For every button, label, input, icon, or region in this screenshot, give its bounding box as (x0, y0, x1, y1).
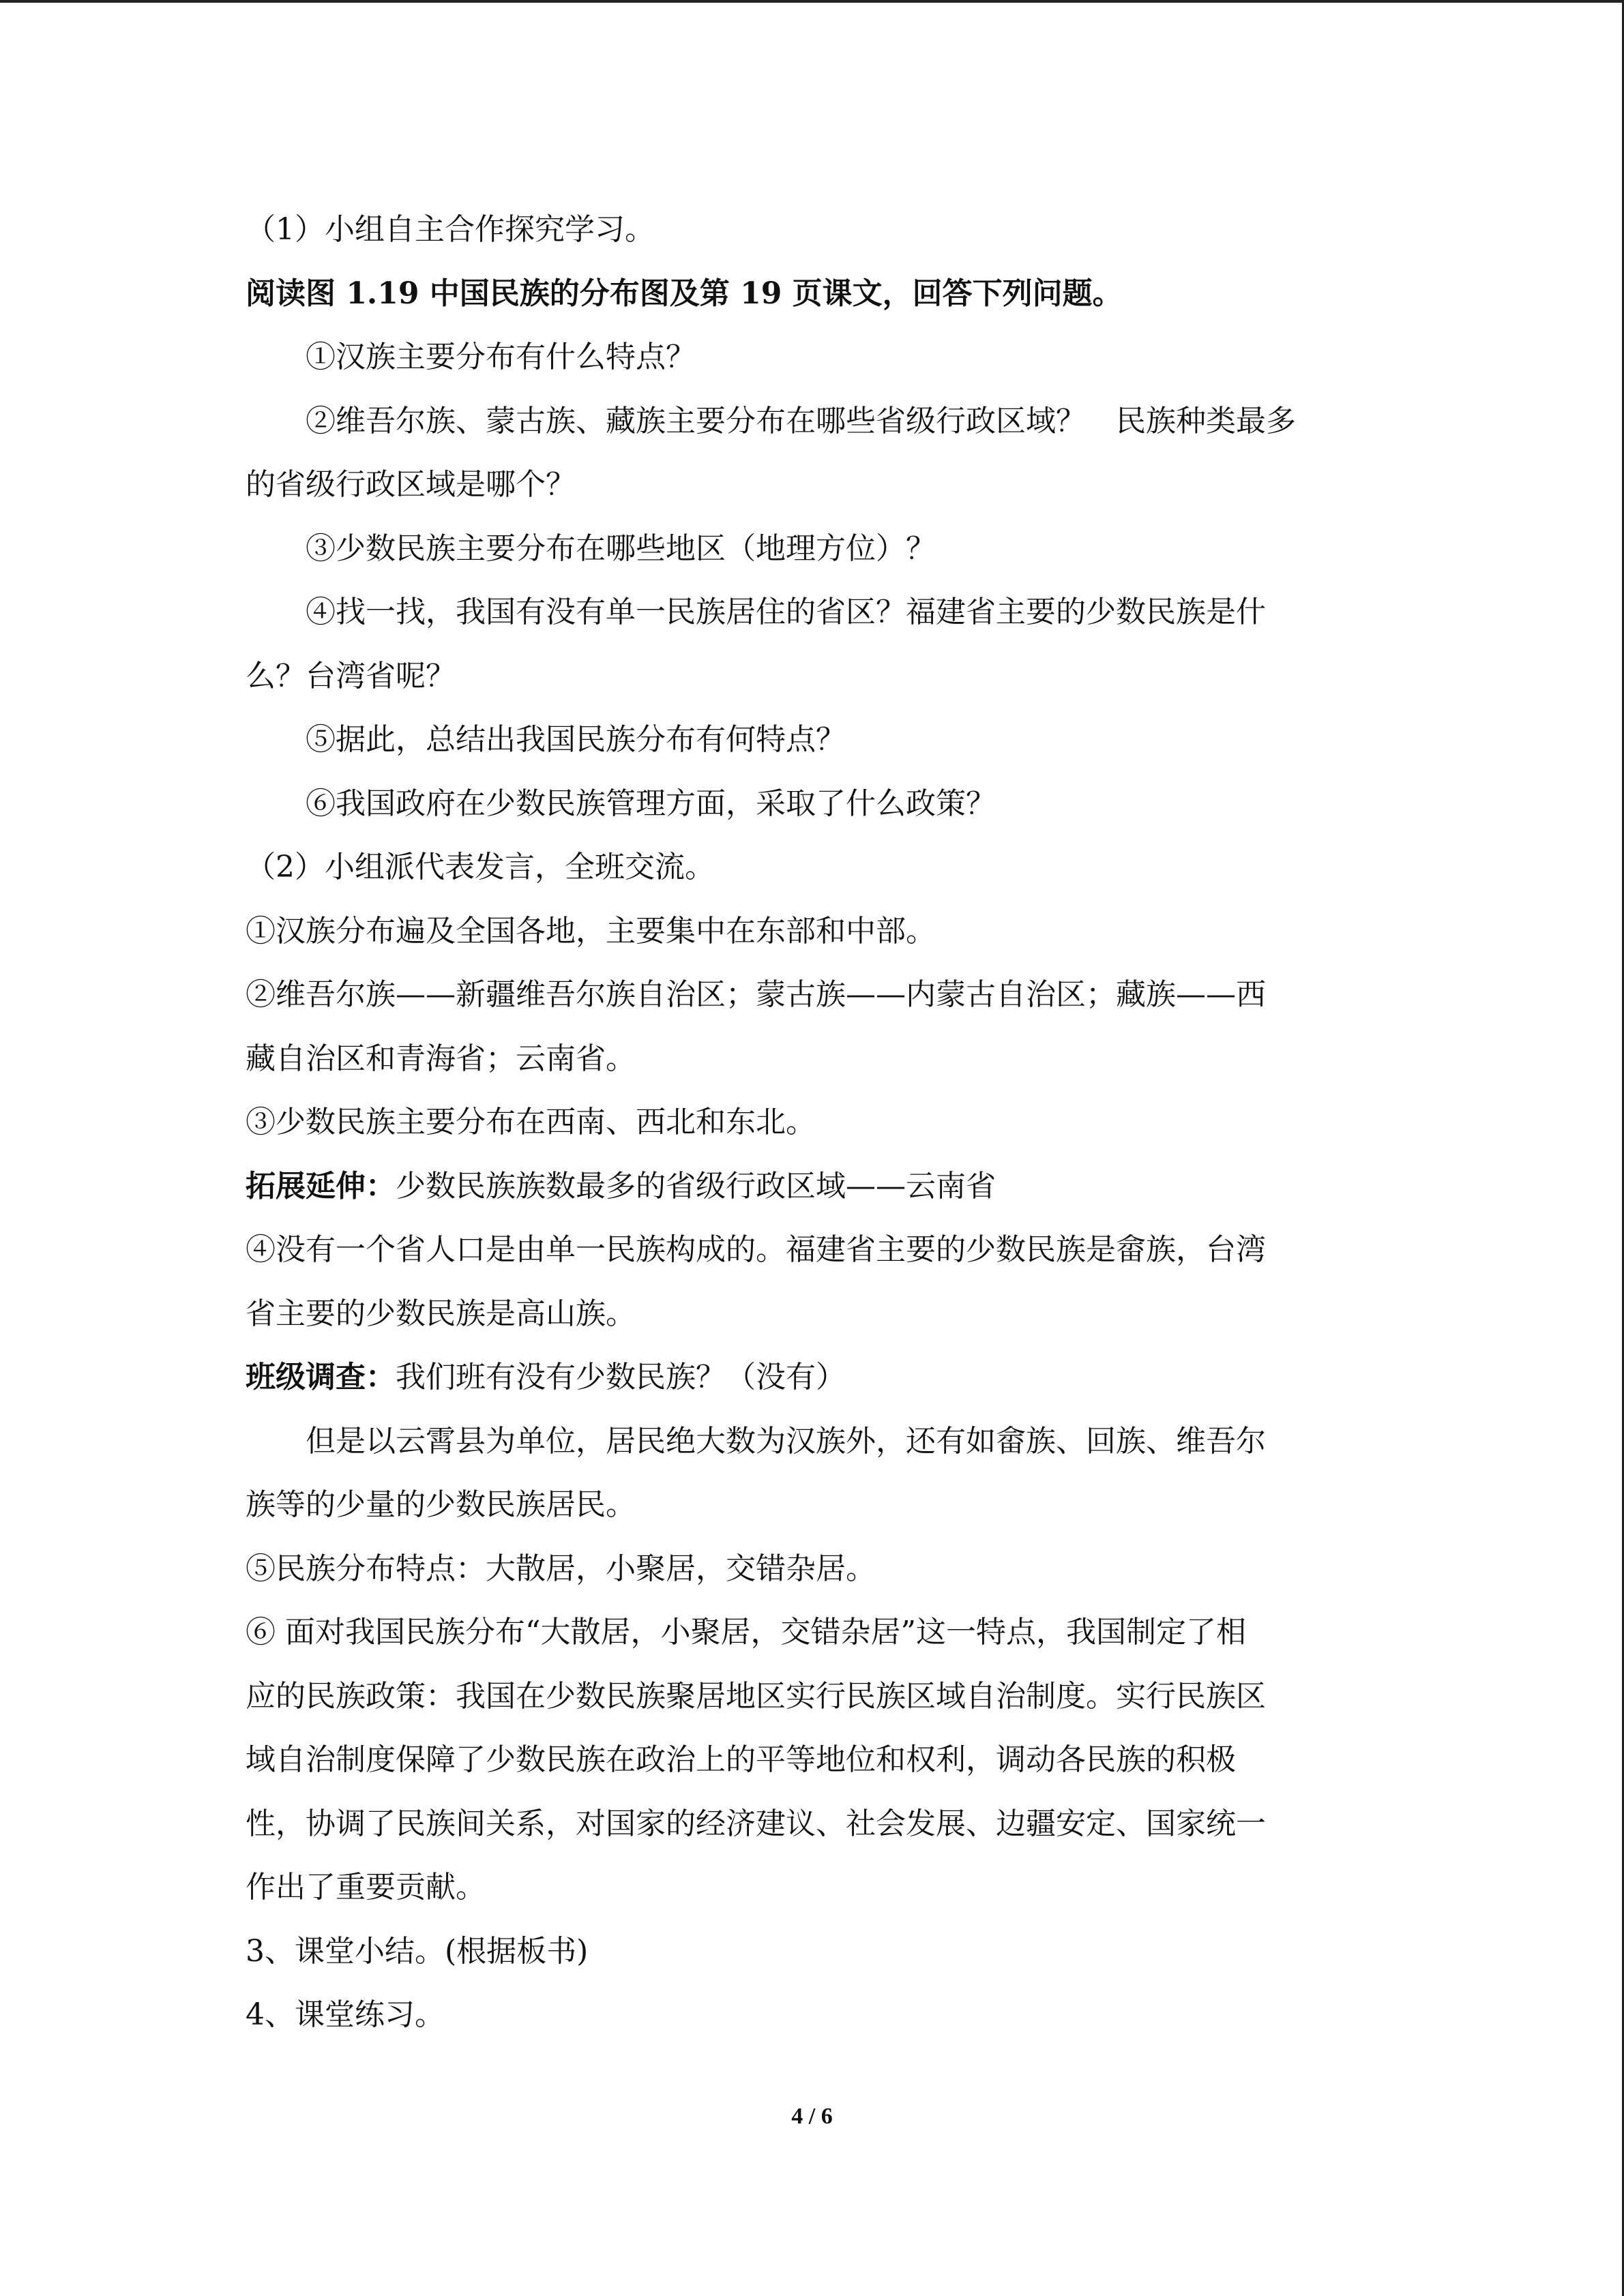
top-border-rule (0, 0, 1624, 3)
question-1: ①汉族主要分布有什么特点？ (306, 340, 696, 374)
class-exercise: 4、课堂练习。 (246, 1997, 445, 2032)
answer-6-line-3: 域自治制度保障了少数民族在政治上的平等地位和权利，调动各民族的积极 (246, 1742, 1236, 1777)
class-summary: 3、课堂小结。(根据板书) (246, 1933, 589, 1969)
class-survey: 班级调查：我们班有没有少数民族？（没有） (246, 1360, 846, 1395)
question-2-continued: 的省级行政区域是哪个？ (246, 467, 576, 502)
answer-4: ④没有一个省人口是由单一民族构成的。福建省主要的少数民族是畲族，台湾 (246, 1232, 1266, 1267)
document-body (246, 198, 1378, 2047)
question-3: ③少数民族主要分布在哪些地区（地理方位）？ (306, 531, 936, 566)
survey-paragraph: 但是以云霄县为单位，居民绝大数为汉族外，还有如畲族、回族、维吾尔 (306, 1423, 1266, 1459)
question-6: ⑥我国政府在少数民族管理方面，采取了什么政策？ (306, 786, 996, 821)
answer-3: ③少数民族主要分布在西南、西北和东北。 (246, 1105, 816, 1139)
section-heading-group-study: （1）小组自主合作探究学习。 (246, 212, 655, 247)
section-heading-class-exchange: （2）小组派代表发言，全班交流。 (246, 850, 715, 884)
answer-6: ⑥ 面对我国民族分布“大散居，小聚居，交错杂居”这一特点，我国制定了相 (246, 1615, 1246, 1650)
class-survey-label: 班级调查： (246, 1360, 396, 1395)
answer-2-continued: 藏自治区和青海省；云南省。 (246, 1041, 636, 1076)
answer-5: ⑤民族分布特点：大散居，小聚居，交错杂居。 (246, 1551, 876, 1586)
page-number: 4 / 6 (791, 2104, 833, 2129)
answer-6-line-5: 作出了重要贡献。 (246, 1870, 486, 1905)
question-5: ⑤据此，总结出我国民族分布有何特点？ (306, 722, 846, 757)
reading-instruction: 阅读图 1.19 中国民族的分布图及第 19 页课文，回答下列问题。 (246, 275, 1123, 311)
question-4: ④找一找，我国有没有单一民族居住的省区？福建省主要的少数民族是什 (306, 595, 1266, 629)
answer-4-continued: 省主要的少数民族是高山族。 (246, 1296, 636, 1331)
answer-2: ②维吾尔族——新疆维吾尔族自治区；蒙古族——内蒙古自治区；藏族——西 (246, 977, 1266, 1012)
answer-6-line-4: 性，协调了民族间关系，对国家的经济建议、社会发展、边疆安定、国家统一 (246, 1806, 1266, 1841)
answer-6-line-2: 应的民族政策：我国在少数民族聚居地区实行民族区域自治制度。实行民族区 (246, 1678, 1266, 1714)
extension-note: 拓展延伸：少数民族族数最多的省级行政区域——云南省 (246, 1168, 996, 1204)
answer-1: ①汉族分布遍及全国各地，主要集中在东部和中部。 (246, 913, 936, 949)
extension-label: 拓展延伸： (246, 1168, 396, 1204)
survey-paragraph-continued: 族等的少量的少数民族居民。 (246, 1487, 636, 1522)
question-4-continued: 么？台湾省呢？ (246, 658, 456, 694)
question-2: ②维吾尔族、蒙古族、藏族主要分布在哪些省级行政区域？ 民族种类最多 (306, 403, 1296, 438)
